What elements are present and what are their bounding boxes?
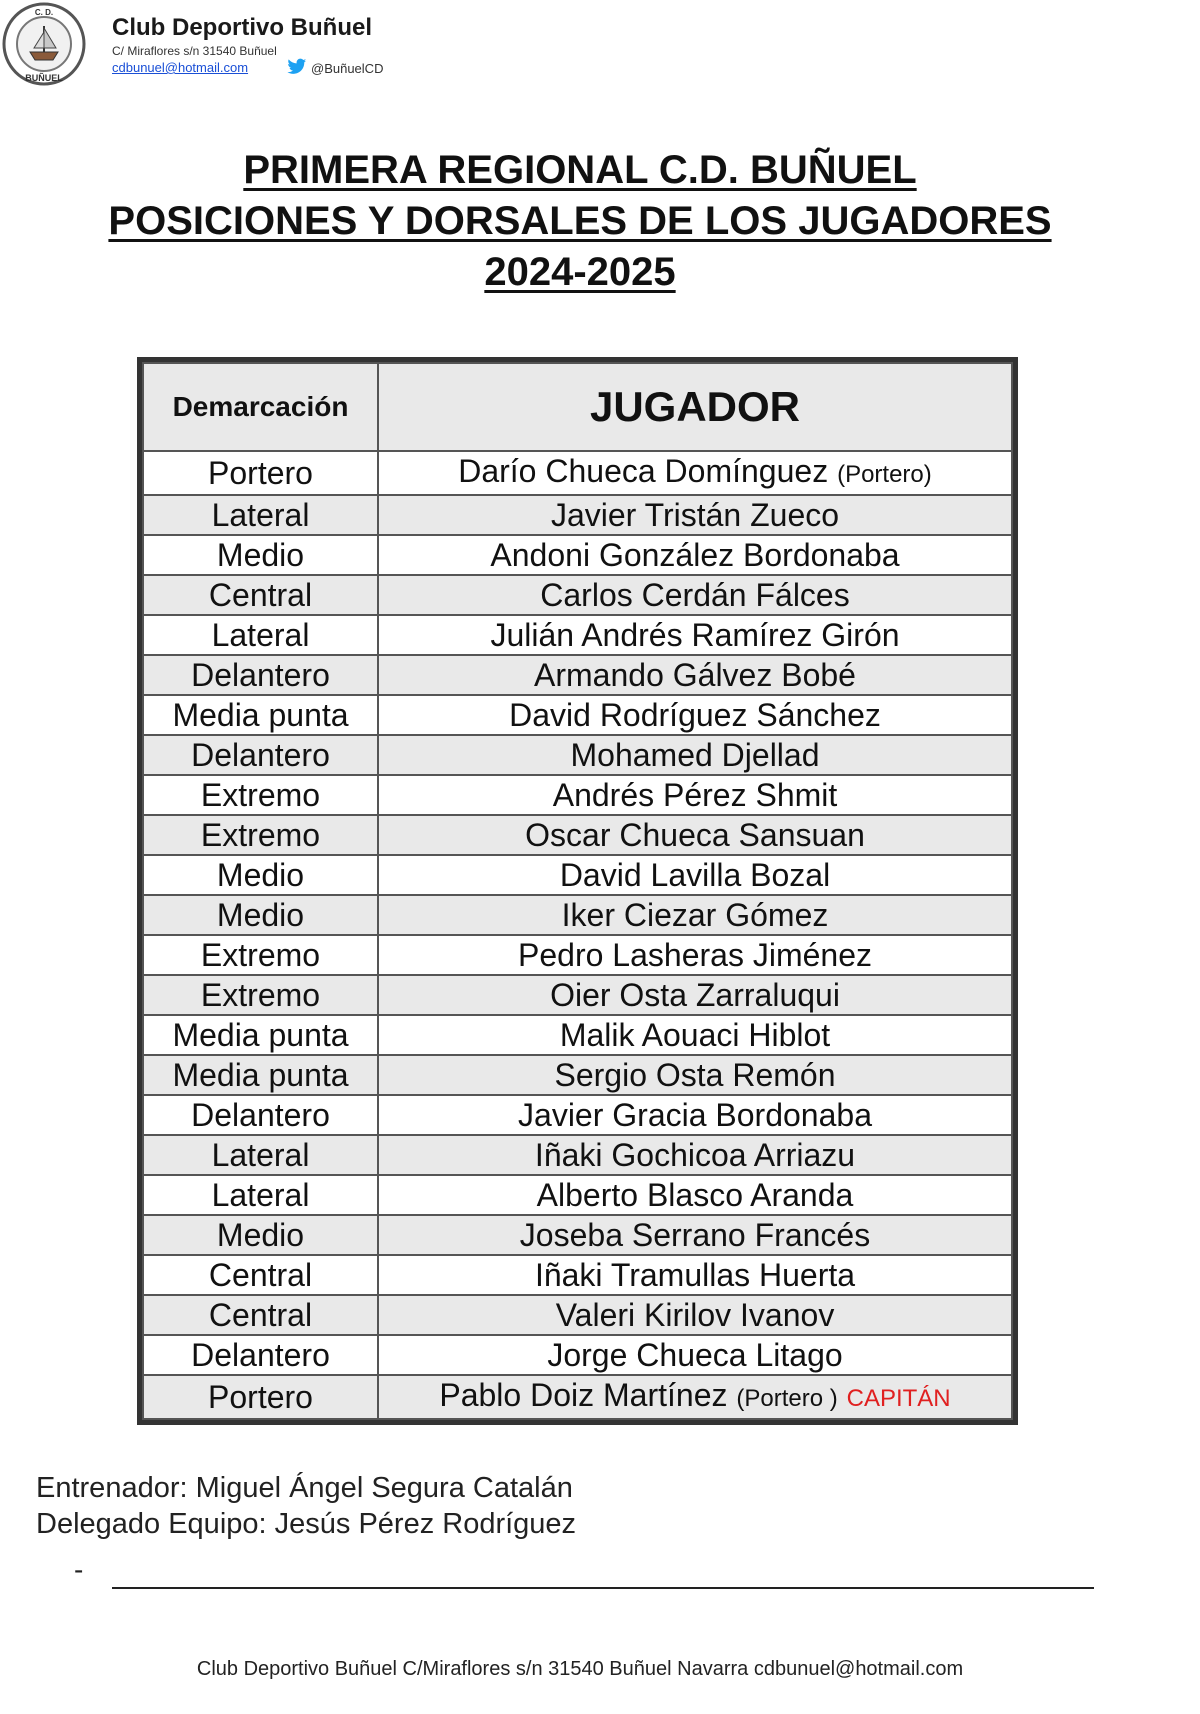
player-cell <box>378 1375 1012 1419</box>
player-name: Pablo Doiz Martínez <box>439 1377 728 1413</box>
signature-dash: - <box>74 1554 84 1585</box>
position-cell: Medio <box>143 535 378 575</box>
table-row <box>143 1055 1012 1095</box>
signature-line <box>112 1587 1094 1589</box>
title-line-2: POSICIONES Y DORSALES DE LOS JUGADORES <box>108 199 1052 243</box>
position-cell: Delantero <box>143 655 378 695</box>
player-cell <box>378 1255 1012 1295</box>
player-cell <box>378 855 1012 895</box>
position-cell: Media punta <box>143 695 378 735</box>
table-row <box>143 575 1012 615</box>
player-cell <box>378 1175 1012 1215</box>
twitter-handle[interactable]: @BuñuelCD <box>311 61 384 76</box>
club-name: Club Deportivo Buñuel <box>112 14 372 41</box>
table-row <box>143 1095 1012 1135</box>
table-row <box>143 1375 1012 1419</box>
player-note: (Portero) <box>837 461 932 488</box>
position-cell: Central <box>143 1295 378 1335</box>
player-cell <box>378 655 1012 695</box>
player-cell <box>378 1295 1012 1335</box>
player-cell <box>378 735 1012 775</box>
position-cell: Extremo <box>143 815 378 855</box>
player-name: Jorge Chueca Litago <box>547 1337 843 1373</box>
coach-line: Entrenador: Miguel Ángel Segura Catalán <box>36 1472 573 1504</box>
player-cell <box>378 1095 1012 1135</box>
position-cell: Media punta <box>143 1055 378 1095</box>
position-cell: Lateral <box>143 1135 378 1175</box>
position-cell: Portero <box>143 451 378 495</box>
table-row <box>143 1175 1012 1215</box>
player-cell <box>378 935 1012 975</box>
logo-top-text: C. D. <box>34 8 54 17</box>
position-cell: Medio <box>143 895 378 935</box>
twitter-bird-icon[interactable] <box>287 58 307 76</box>
player-name: Pedro Lasheras Jiménez <box>518 937 872 973</box>
player-name: Mohamed Djellad <box>570 737 820 773</box>
delegate-line: Delegado Equipo: Jesús Pérez Rodríguez <box>36 1508 577 1540</box>
position-cell: Delantero <box>143 1095 378 1135</box>
position-cell: Extremo <box>143 775 378 815</box>
position-cell: Delantero <box>143 1335 378 1375</box>
player-name: Oier Osta Zarraluqui <box>550 977 840 1013</box>
player-name: David Rodríguez Sánchez <box>509 697 881 733</box>
position-cell: Portero <box>143 1375 378 1419</box>
club-address: C/ Miraflores s/n 31540 Buñuel <box>112 44 277 58</box>
position-cell: Medio <box>143 855 378 895</box>
player-name: Darío Chueca Domínguez <box>458 453 829 489</box>
player-cell <box>378 815 1012 855</box>
roster-body <box>143 451 1012 1419</box>
player-cell <box>378 495 1012 535</box>
player-name: Julián Andrés Ramírez Girón <box>490 617 900 653</box>
player-name: Sergio Osta Remón <box>554 1057 836 1093</box>
position-cell: Delantero <box>143 735 378 775</box>
player-name: Javier Tristán Zueco <box>550 497 840 533</box>
staff-info <box>36 1470 576 1542</box>
player-name: Valeri Kirilov Ivanov <box>555 1297 835 1333</box>
player-cell <box>378 535 1012 575</box>
player-cell <box>378 1135 1012 1175</box>
player-cell <box>378 895 1012 935</box>
player-name: Joseba Serrano Francés <box>519 1217 871 1253</box>
position-cell: Central <box>143 1255 378 1295</box>
table-row <box>143 1255 1012 1295</box>
column-header-position: Demarcación <box>143 363 378 451</box>
club-email-link[interactable]: cdbunuel@hotmail.com <box>112 60 249 75</box>
table-row <box>143 1135 1012 1175</box>
player-name: Malik Aouaci Hiblot <box>559 1017 831 1053</box>
captain-badge: CAPITÁN <box>846 1385 951 1412</box>
player-name: Javier Gracia Bordonaba <box>518 1097 872 1133</box>
table-row <box>143 895 1012 935</box>
table-row <box>143 451 1012 495</box>
player-name: Iker Ciezar Gómez <box>561 897 829 933</box>
table-row <box>143 615 1012 655</box>
player-name: Andoni González Bordonaba <box>490 537 900 573</box>
position-cell: Medio <box>143 1215 378 1255</box>
table-row <box>143 815 1012 855</box>
table-row <box>143 775 1012 815</box>
club-crest-logo <box>2 2 86 86</box>
position-cell: Extremo <box>143 935 378 975</box>
table-row <box>143 735 1012 775</box>
player-cell <box>378 1015 1012 1055</box>
player-name: Oscar Chueca Sansuan <box>525 817 865 853</box>
table-row <box>143 535 1012 575</box>
player-cell <box>378 1055 1012 1095</box>
player-name: Iñaki Tramullas Huerta <box>534 1257 856 1293</box>
table-row <box>143 655 1012 695</box>
title-line-1: PRIMERA REGIONAL C.D. BUÑUEL <box>243 148 917 192</box>
player-name: David Lavilla Bozal <box>559 857 831 893</box>
position-cell: Extremo <box>143 975 378 1015</box>
title-line-3: 2024-2025 <box>484 250 676 294</box>
table-row <box>143 975 1012 1015</box>
table-header-row <box>143 363 1012 451</box>
table-row <box>143 935 1012 975</box>
player-cell <box>378 975 1012 1015</box>
table-row <box>143 1215 1012 1255</box>
player-name: Andrés Pérez Shmit <box>552 777 838 813</box>
table-row <box>143 1335 1012 1375</box>
position-cell: Central <box>143 575 378 615</box>
position-cell: Lateral <box>143 615 378 655</box>
table-row <box>143 495 1012 535</box>
player-cell <box>378 615 1012 655</box>
player-name: Alberto Blasco Aranda <box>536 1177 854 1213</box>
player-name: Armando Gálvez Bobé <box>534 657 856 693</box>
player-note: (Portero ) <box>736 1385 838 1412</box>
table-row <box>143 695 1012 735</box>
table-row <box>143 1015 1012 1055</box>
table-row <box>143 1295 1012 1335</box>
letterhead <box>0 0 560 100</box>
footer-address: Club Deportivo Buñuel C/Miraflores s/n 31540 Buñuel Navarra cdbunuel@hotmail.com <box>196 1658 964 1680</box>
player-cell <box>378 575 1012 615</box>
player-cell <box>378 1335 1012 1375</box>
roster-table <box>137 357 1018 1425</box>
column-header-player: JUGADOR <box>378 363 1012 451</box>
player-cell <box>378 775 1012 815</box>
player-cell <box>378 451 1012 495</box>
table-row <box>143 855 1012 895</box>
player-cell <box>378 1215 1012 1255</box>
position-cell: Lateral <box>143 495 378 535</box>
player-name: Carlos Cerdán Fálces <box>540 577 850 613</box>
position-cell: Media punta <box>143 1015 378 1055</box>
position-cell: Lateral <box>143 1175 378 1215</box>
player-name: Iñaki Gochicoa Arriazu <box>534 1137 856 1173</box>
logo-bottom-text: BUÑUEL <box>25 73 63 83</box>
document-title <box>0 145 1160 298</box>
player-cell <box>378 695 1012 735</box>
